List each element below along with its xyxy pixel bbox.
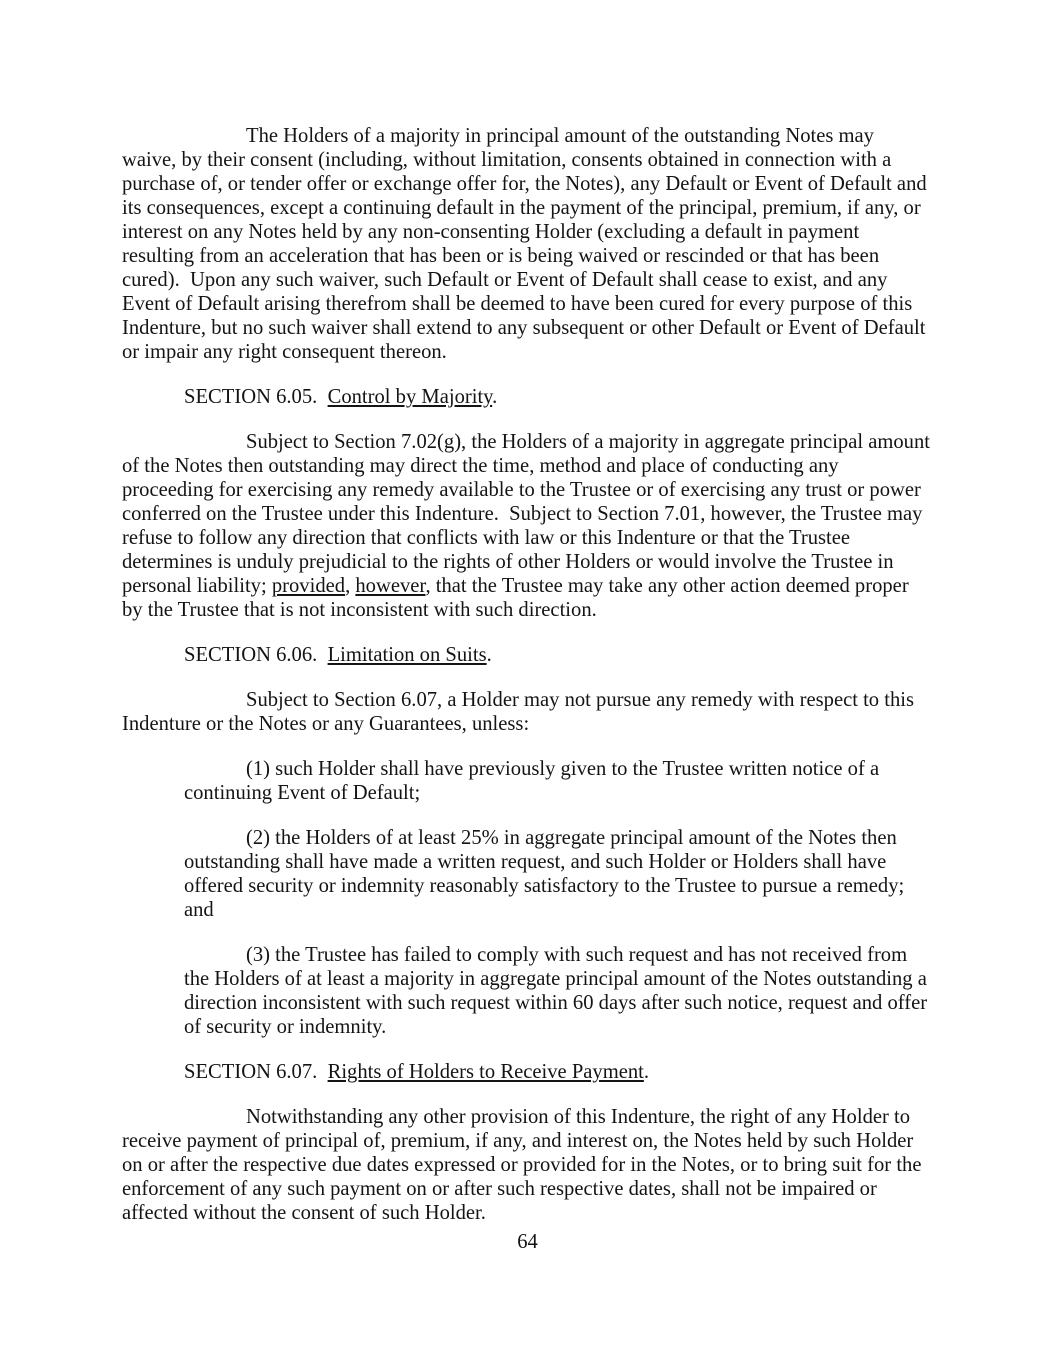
section-title-underlined: Limitation on Suits [327, 644, 487, 666]
section-title-underlined: Rights of Holders to Receive Payment [327, 1061, 644, 1083]
heading-separator [317, 1061, 327, 1083]
paragraph-waiver-by-majority: The Holders of a majority in principal amount of the outstanding Notes may waive, by their consent (including, without limitation, consents obtained in connection with a purchase of, or tender offer or exchange offer for, the Notes), any Default or Event of Default and its consequences, except a continuing default in the payment of the principal, premium, if any, or interest on any Notes held by any non-consenting Holder (excluding a default in payment resulting from an acceleration that has been or is being waived or rescinded or that has been cured). Upon any such waiver, such Default or Event of Default shall cease to exist, and any Event of Default arising therefrom shall be deemed to have been cured for every purpose of this Indenture, but no such waiver shall extend to any subsequent or other Default or Event of Default or impair any right consequent thereon. [122, 125, 932, 363]
section-heading-6-07 [122, 1060, 932, 1084]
section-label: SECTION 6.06. [184, 644, 318, 666]
section-heading-6-06 [122, 643, 932, 667]
clause-item-2: (2) the Holders of at least 25% in aggregate principal amount of the Notes then outstanding shall have made a written request, and such Holder or Holders shall have offered security or indemnity reasonably satisfactory to the Trustee to pursue a remedy; and [184, 827, 910, 921]
heading-separator [317, 386, 327, 408]
paragraph-rights-to-payment: Notwithstanding any other provision of this Indenture, the right of any Holder to receive payment of principal of, premium, if any, and interest on, the Notes held by such Holder on or after the respective due dates expressed or provided for in the Notes, or to bring suit for the enforcement of any such payment on or after such respective dates, shall not be impaired or affected without the consent of such Holder. [122, 1106, 927, 1224]
clause-item-3: (3) the Trustee has failed to comply with such request and has not received from the Holders of at least a majority in aggregate principal amount of the Notes outstanding a direction inconsistent with such request within 60 days after such notice, request and offer of security or indemnity. [184, 944, 933, 1038]
section-label: SECTION 6.07. [184, 1061, 318, 1083]
paragraph-text: , that the Trustee may take any other action deemed proper by the Trustee that is not inconsistent with such direction. [122, 575, 914, 621]
heading-period: . [643, 1061, 650, 1083]
paragraph-limitation-intro: Subject to Section 6.07, a Holder may not pursue any remedy with respect to this Indenture or the Notes or any Guarantees, unless: [122, 689, 920, 735]
section-label: SECTION 6.05. [184, 386, 318, 408]
heading-period: . [492, 386, 498, 408]
section-title-underlined: Control by Majority [327, 386, 493, 408]
heading-period: . [486, 644, 492, 666]
paragraph-text: Subject to Section 7.02(g), the Holders of a majority in aggregate principal amount of the Notes then outstanding may direct the time, method and place of conducting any proceeding for exercising any remedy available to the Trustee or of exercising any trust or power conferred on the Trustee under this Indenture. Subject to Section 7.01, however, the Trustee may refuse to follow any direction that conflicts with law or this Indenture or that the Trustee determines is unduly prejudicial to the rights of other Holders or would involve the Trustee in personal liability; [122, 431, 936, 597]
document-body [122, 124, 936, 1246]
section-heading-6-05 [122, 385, 932, 409]
paragraph-control-by-majority [122, 430, 936, 622]
page-number: 64 [517, 1231, 538, 1253]
clause-item-1: (1) such Holder shall have previously given to the Trustee written notice of a continuing Event of Default; [184, 758, 885, 804]
paragraph-text: , [345, 575, 356, 597]
underlined-term-however: however [355, 575, 426, 597]
heading-separator [317, 644, 327, 666]
underlined-term-provided: provided [271, 575, 346, 597]
